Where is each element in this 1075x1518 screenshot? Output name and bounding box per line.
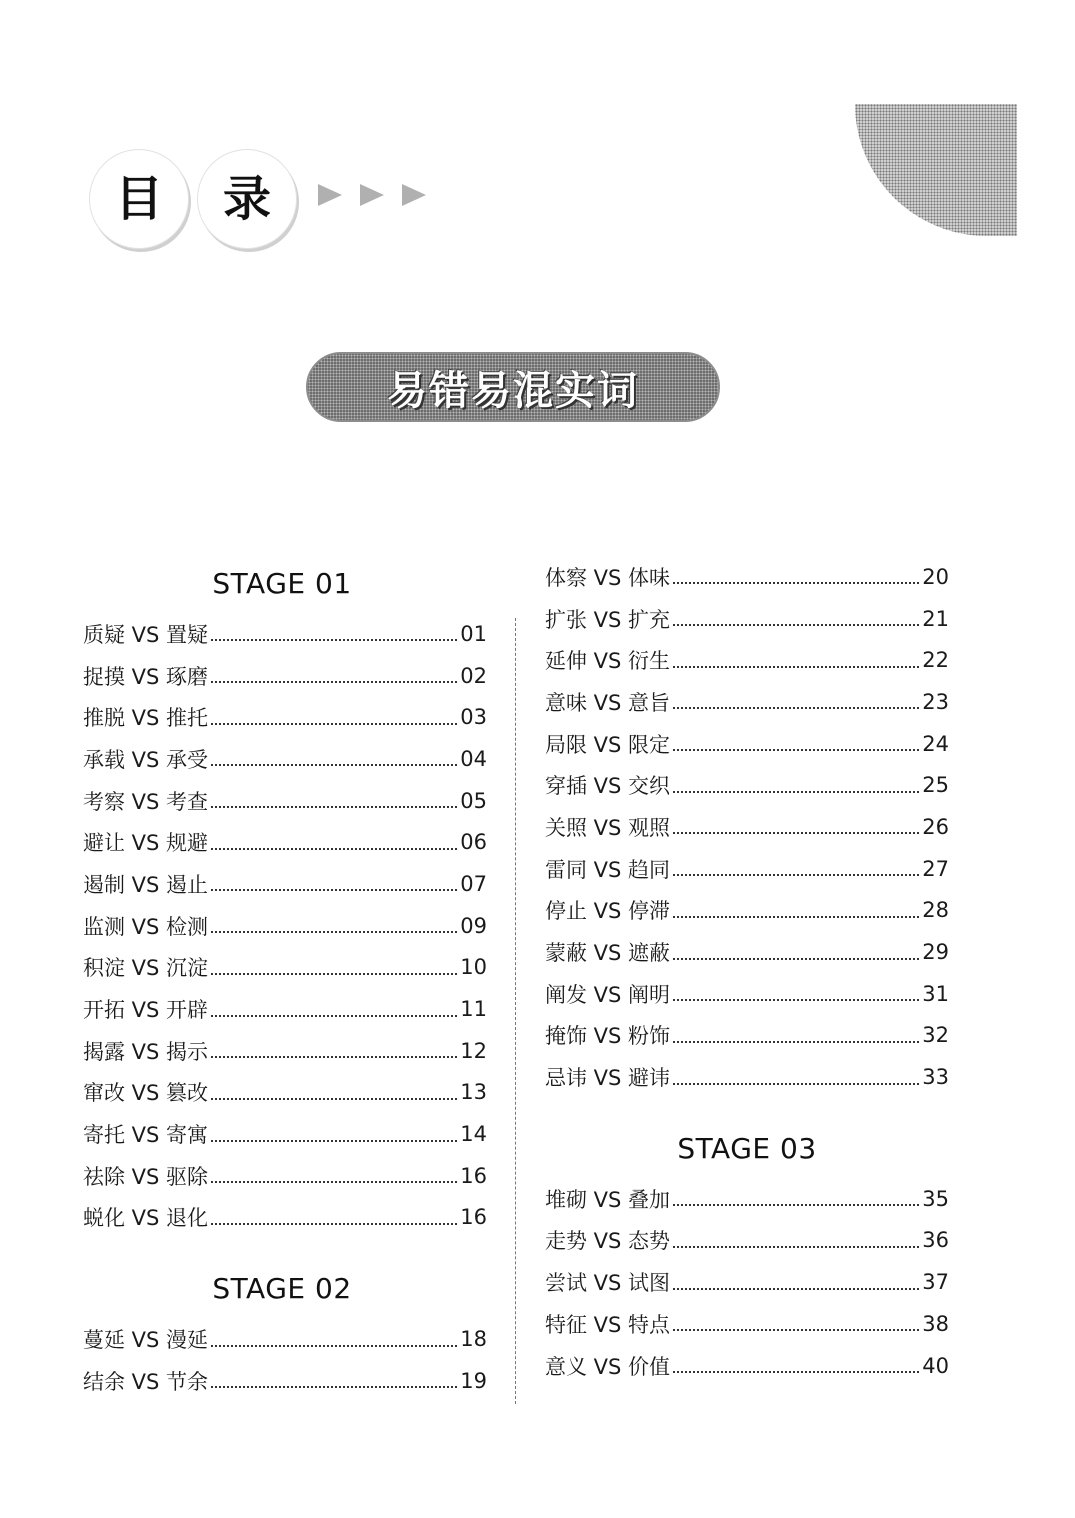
toc-entry[interactable]: 关照 VS 观照 26: [545, 814, 949, 840]
toc-entry[interactable]: 体察 VS 体味 20: [545, 564, 949, 590]
toc-entry[interactable]: 开拓 VS 开辟 11: [83, 997, 487, 1023]
toc-entry[interactable]: 蒙蔽 VS 遮蔽 29: [545, 940, 949, 966]
toc-entry[interactable]: 穿插 VS 交织 25: [545, 773, 949, 799]
triangle-right-icon: [318, 184, 342, 206]
toc-entry[interactable]: 雷同 VS 趋同 27: [545, 856, 949, 882]
toc-entry[interactable]: 阐发 VS 阐明 31: [545, 981, 949, 1007]
stage-heading: STAGE 03: [677, 1131, 817, 1165]
toc-entry[interactable]: 延伸 VS 衍生 22: [545, 648, 949, 674]
corner-decoration: [855, 104, 1017, 236]
toc-entry[interactable]: 意味 VS 意旨 23: [545, 689, 949, 715]
toc-entry[interactable]: 揭露 VS 揭示 12: [83, 1038, 487, 1064]
toc-entry[interactable]: 尝试 VS 试图 37: [545, 1270, 949, 1296]
toc-entry[interactable]: 结余 VS 节余 19: [83, 1368, 487, 1394]
toc-column-right: [545, 556, 949, 1386]
toc-entry[interactable]: 蔓延 VS 漫延 18: [83, 1327, 487, 1353]
title-char-mu: 目: [90, 150, 188, 248]
toc-entry[interactable]: 监测 VS 检测 09: [83, 913, 487, 939]
toc-entry[interactable]: 走势 VS 态势 36: [545, 1228, 949, 1254]
title-char-lu: 录: [198, 150, 296, 248]
triangle-right-icon: [402, 184, 426, 206]
toc-entry[interactable]: 忌讳 VS 避讳 33: [545, 1065, 949, 1091]
toc-entry[interactable]: 意义 VS 价值 40: [545, 1353, 949, 1379]
toc-entry[interactable]: 寄托 VS 寄寓 14: [83, 1122, 487, 1148]
toc-entry[interactable]: 蜕化 VS 退化 16: [83, 1205, 487, 1231]
toc-entry[interactable]: 堆砌 VS 叠加 35: [545, 1186, 949, 1212]
toc-entry[interactable]: 掩饰 VS 粉饰 32: [545, 1023, 949, 1049]
toc-entry[interactable]: 推脱 VS 推托 03: [83, 705, 487, 731]
banner-title: 易错易混实词: [387, 367, 639, 414]
toc-entry[interactable]: 考察 VS 考查 05: [83, 788, 487, 814]
toc-entry[interactable]: 局限 VS 限定 24: [545, 731, 949, 757]
stage-heading: STAGE 01: [212, 567, 352, 600]
toc-entry[interactable]: 捉摸 VS 琢磨 02: [83, 663, 487, 689]
column-divider: [515, 618, 516, 1404]
title-arrows: [318, 184, 426, 206]
toc-entry[interactable]: 扩张 VS 扩充 21: [545, 606, 949, 632]
toc-entry[interactable]: 承载 VS 承受 04: [83, 746, 487, 772]
toc-entry[interactable]: 质疑 VS 置疑 01: [83, 621, 487, 647]
stage-heading: STAGE 02: [212, 1272, 352, 1306]
toc-entry[interactable]: 避让 VS 规避 06: [83, 830, 487, 856]
toc-entry[interactable]: 积淀 VS 沉淀 10: [83, 955, 487, 981]
toc-entry[interactable]: 祛除 VS 驱除 16: [83, 1163, 487, 1189]
triangle-right-icon: [360, 184, 384, 206]
toc-column-left: [83, 555, 487, 1402]
toc-entry[interactable]: 停止 VS 停滞 28: [545, 898, 949, 924]
toc-entry[interactable]: 特征 VS 特点 38: [545, 1311, 949, 1337]
toc-entry[interactable]: 窜改 VS 篡改 13: [83, 1080, 487, 1106]
section-banner: [306, 352, 720, 422]
toc-entry[interactable]: 遏制 VS 遏止 07: [83, 871, 487, 897]
